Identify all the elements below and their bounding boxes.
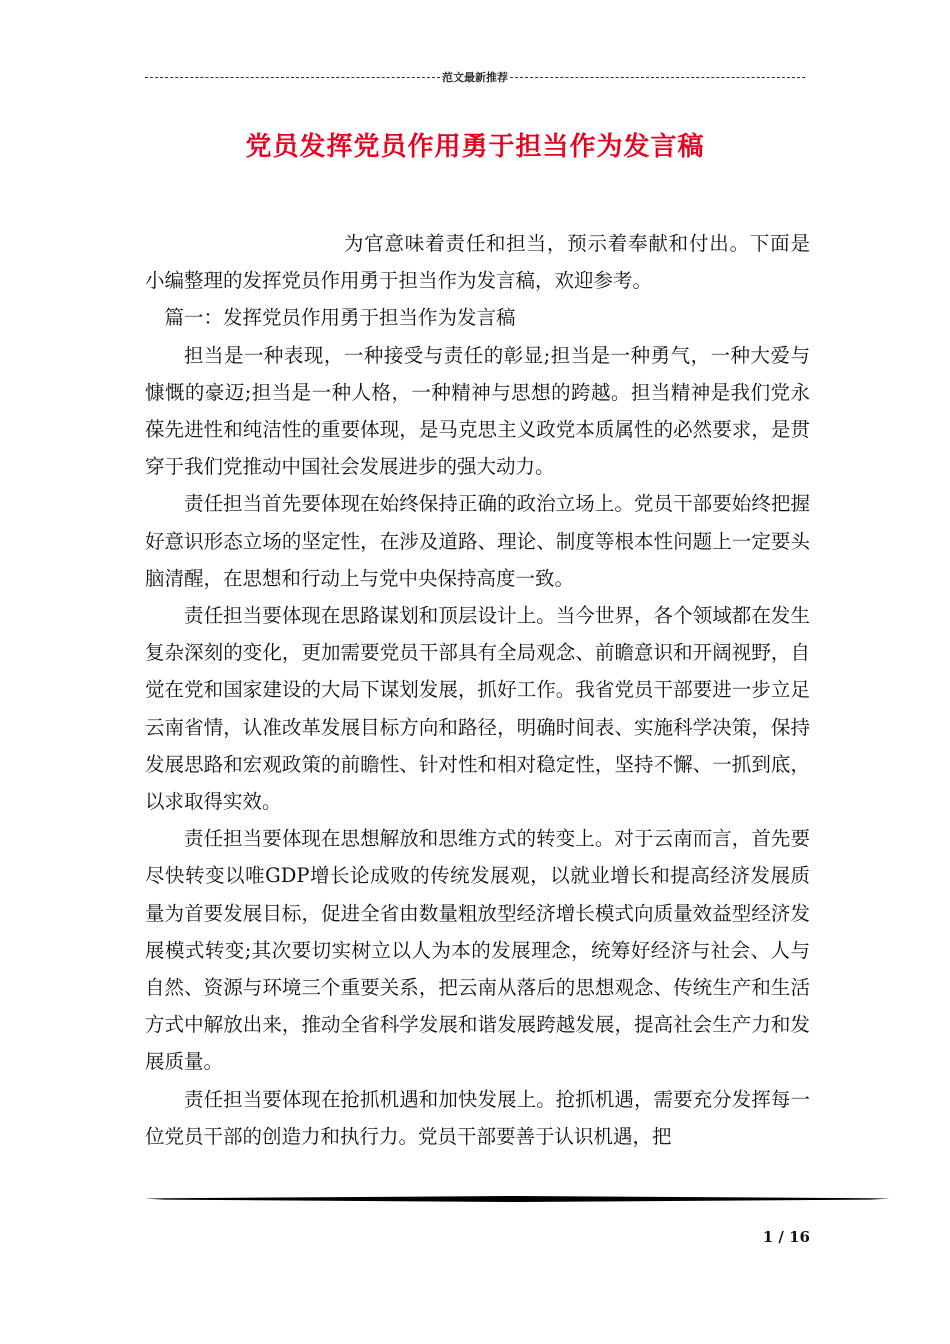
body-paragraph: 责任担当要体现在思路谋划和顶层设计上。当今世界，各个领域都在发生复杂深刻的变化，更加需要党员干部具有全局观念、前瞻意识和开阔视野，自觉在党和国家建设的大局下谋划发展，抓好工作。我省党员干部要进一步立足云南省情，认准改革发展目标方向和路径，明确时间表、实施科学决策，保持发展思路和宏观政策的前瞻性、针对性和相对稳定性，坚持不懈、一抓到底，以求取得实效。 — [145, 604, 810, 814]
header-dash-right — [510, 77, 805, 78]
intro-paragraph: 为官意味着责任和担当，预示着奉献和付出。下面是小编整理的发挥党员作用勇于担当作为发言稿，欢迎参考。 — [145, 232, 810, 293]
page-current: 1 — [762, 1228, 774, 1246]
page-number — [730, 1228, 810, 1246]
header-label: 范文最新推荐 — [442, 71, 508, 84]
body-paragraph: 责任担当要体现在抢抓机遇和加快发展上。抢抓机遇，需要充分发挥每一位党员干部的创造力和执行力。党员干部要善于认识机遇，把 — [145, 1087, 810, 1148]
body-paragraph: 责任担当首先要体现在始终保持正确的政治立场上。党员干部要始终把握好意识形态立场的坚定性，在涉及道路、理论、制度等根本性问题上一定要头脑清醒，在思想和行动上与党中央保持高度一致。 — [145, 492, 810, 590]
header-dash-left — [145, 77, 440, 78]
page-separator: / — [773, 1228, 790, 1246]
section-heading: 篇一：发挥党员作用勇于担当作为发言稿 — [164, 306, 516, 330]
document-body — [145, 225, 810, 1155]
page-header — [145, 68, 805, 86]
document-title: 党员发挥党员作用勇于担当作为发言稿 — [245, 132, 705, 162]
body-paragraph: 责任担当要体现在思想解放和思维方式的转变上。对于云南而言，首先要尽快转变以唯GDP增长论成败的传统发展观，以就业增长和提高经济发展质量为首要发展目标，促进全省由数量粗放型经济增长模式向质量效益型经济发展模式转变;其次要切实树立以人为本的发展理念，统筹好经济与社会、人与自然、资源与环境三个重要关系，把云南从落后的思想观念、传统生产和生活方式中解放出来，推动全省科学发展和谐发展跨越发展，提高社会生产力和发展质量。 — [145, 827, 810, 1074]
footer-rule — [145, 1196, 890, 1202]
body-paragraph: 担当是一种表现，一种接受与责任的彰显;担当是一种勇气，一种大爱与慷慨的豪迈;担当是一种人格，一种精神与思想的跨越。担当精神是我们党永葆先进性和纯洁性的重要体现，是马克思主义政党本质属性的必然要求，是贯穿于我们党推动中国社会发展进步的强大动力。 — [145, 343, 810, 479]
page-total: 16 — [789, 1228, 810, 1246]
